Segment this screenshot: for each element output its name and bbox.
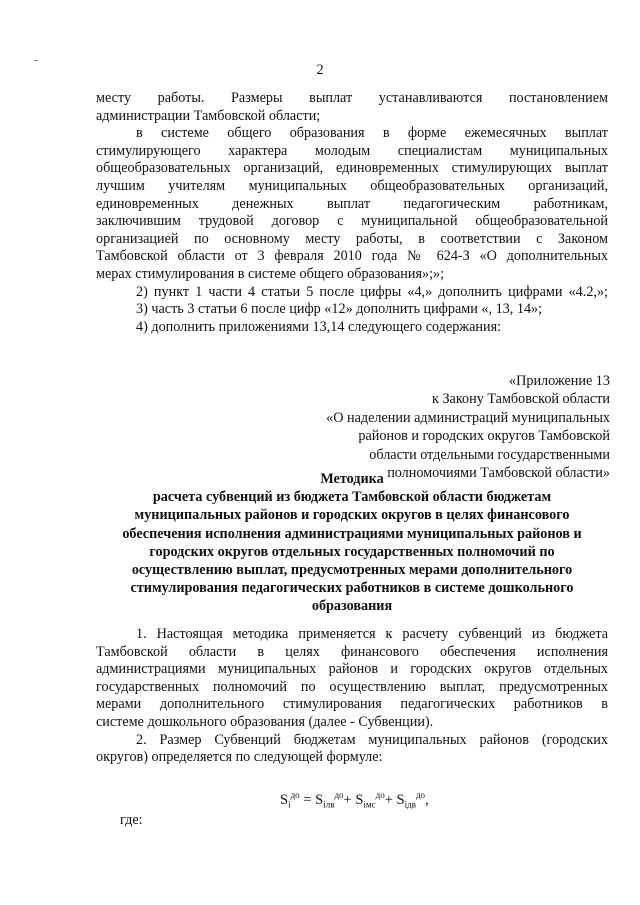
text-line: 2. Размер Субвенций бюджетам муниципальных районов (городских [136, 731, 608, 748]
formula-subscript: iдв [404, 799, 416, 810]
formula-symbol: S [280, 791, 289, 808]
text-line: мерах стимулирования в системе общего образования»;»; [96, 265, 445, 282]
amendment-item: 4) дополнить приложениями 13,14 следующего содержания: [136, 318, 502, 335]
formula-symbol: S [315, 791, 324, 808]
methodology-title [96, 470, 608, 616]
title-line: осуществлению выплат, предусмотренных мерами дополнительного [131, 562, 573, 579]
title-line: городских округов отдельных государственных полномочий по [149, 543, 555, 560]
text-line: заключившим трудовой договор с муниципальной общеобразовательной [96, 213, 608, 230]
text-line: мерами дополнительного стимулирования педагогических работников в [96, 696, 608, 713]
text-line: общеобразовательных организаций, единовременных стимулирующих выплат [96, 160, 608, 177]
annex-line: «О наделении администраций муниципальных [326, 409, 610, 426]
title-line: расчета субвенций из бюджета Тамбовской области бюджетам [152, 489, 552, 506]
formula-superscript: до [375, 790, 385, 800]
annex-line: районов и городских округов Тамбовской [358, 428, 610, 445]
text-line: округов) определяется по следующей формуле: [96, 749, 383, 766]
title-line: образования [311, 598, 393, 615]
text-line: системе дошкольного образования (далее - Субвенции). [96, 713, 434, 730]
formula-superscript: до [334, 790, 344, 800]
title-line: Методика [320, 471, 384, 487]
annex-line: области отдельными государственными [369, 446, 610, 463]
amendment-item: 3) часть 3 статьи 6 после цифр «12» дополнить цифрами «, 13, 14»; [136, 301, 543, 318]
formula-superscript: до [415, 790, 426, 800]
annex-line: «Приложение 13 [509, 373, 610, 389]
formula-plus: + [384, 791, 397, 808]
text-line: в системе общего образования в форме ежемесячных выплат [136, 125, 608, 142]
text-line: Тамбовской области в целях финансового обеспечения исполнения [96, 643, 608, 660]
title-line: муниципальных районов и городских округов в целях финансового [134, 507, 570, 524]
scan-mark [34, 60, 38, 61]
text-line: администрации Тамбовской области; [96, 107, 321, 124]
formula-subscript: i [288, 799, 291, 810]
formula-symbol: S [396, 791, 405, 808]
formula-symbol: S [355, 791, 364, 808]
amendment-item: 2) пункт 1 части 4 статьи 5 после цифры «4,» дополнить цифрами «4.2,»; [136, 283, 608, 300]
text-line: администрациями муниципальных районов и городских округов отдельных [96, 661, 608, 678]
formula-superscript: до [290, 790, 300, 800]
text-line: государственных полномочий по осуществлению выплат, предусмотренных [96, 678, 608, 695]
methodology-body [96, 626, 608, 767]
annex-line: к Закону Тамбовской области [432, 391, 610, 408]
formula-plus: + [343, 791, 356, 808]
subvention-formula [280, 790, 429, 810]
text-line: лучшим учителям муниципальных общеобразовательных организаций, [96, 177, 608, 194]
formula-equals: = [299, 791, 316, 808]
title-line: стимулирования педагогических работников в системе дошкольного [130, 580, 574, 597]
text-line: 1. Настоящая методика применяется к расчету субвенций из бюджета [136, 626, 608, 642]
formula-subscript: iмс [363, 799, 376, 810]
formula-subscript: iлв [323, 799, 335, 810]
page-number: 2 [316, 62, 324, 78]
text-line: единовременных денежных выплат педагогическим работникам, [96, 195, 608, 212]
text-line: организацией по основному месту работы, в соответствии с Законом [96, 230, 608, 247]
document-body-top [96, 90, 608, 336]
text-line: Тамбовской области от 3 февраля 2010 года № 624-З «О дополнительных [96, 248, 608, 265]
title-line: обеспечения исполнения администрациями муниципальных районов и [122, 525, 582, 542]
annex-heading [270, 372, 610, 482]
text-line: стимулирующего характера молодым специалистам муниципальных [96, 142, 608, 159]
where-label: где: [120, 812, 143, 828]
text-line: месту работы. Размеры выплат устанавливаются постановлением [96, 90, 608, 106]
formula-comma: , [425, 791, 429, 808]
annex-line: полномочиями Тамбовской области» [387, 465, 610, 482]
